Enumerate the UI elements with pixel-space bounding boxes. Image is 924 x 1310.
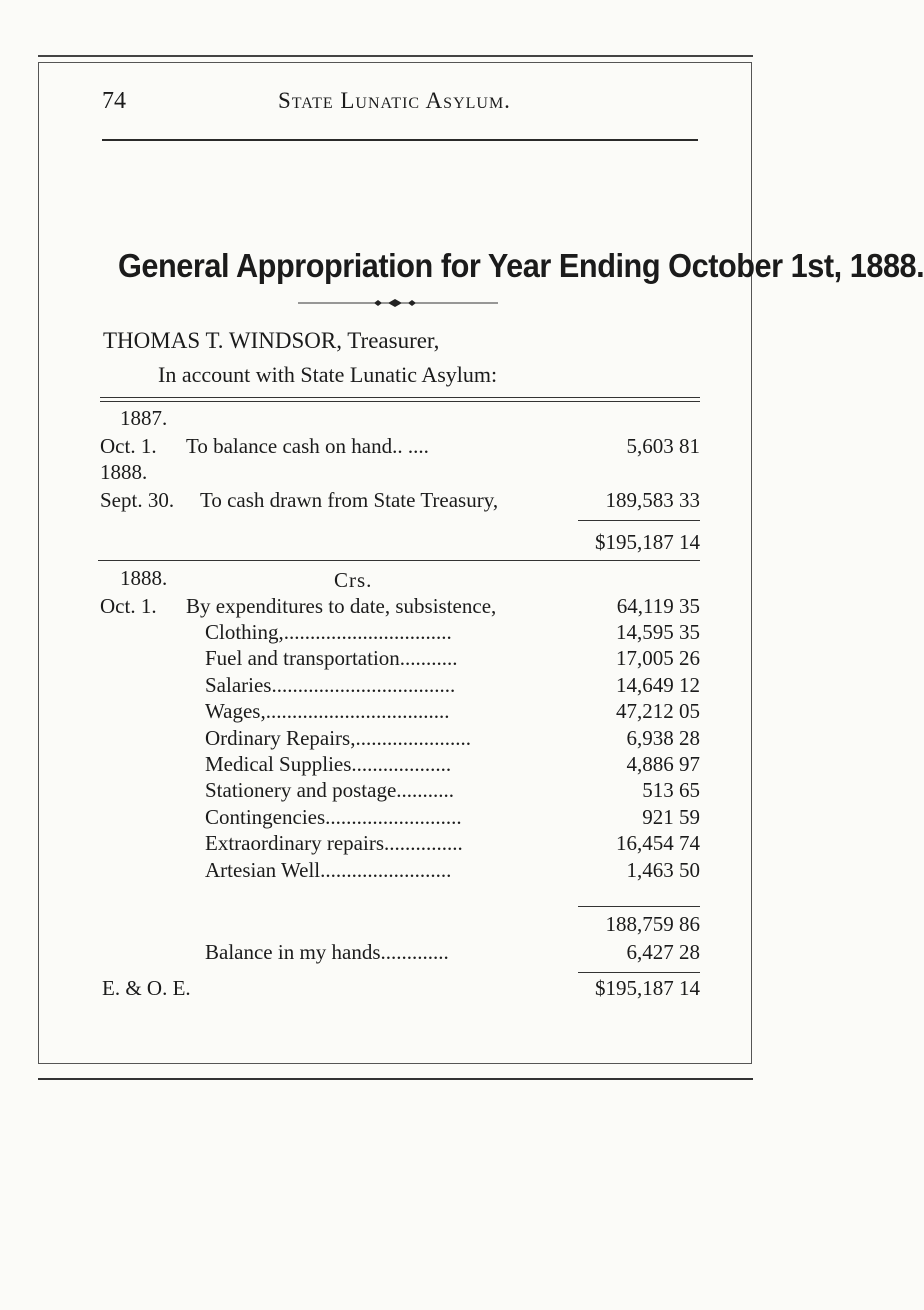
list-item	[205, 725, 700, 751]
page-number: 74	[102, 88, 126, 114]
entry-date: Sept. 30.	[100, 488, 175, 512]
list-item	[205, 751, 700, 777]
list-item	[205, 857, 700, 883]
item-amount: 17,005 26	[616, 646, 700, 671]
item-amount: 4,886 97	[626, 751, 700, 776]
ornament-divider	[298, 298, 498, 308]
entry-description: To balance cash on hand.. ....	[186, 434, 429, 458]
balance-amount: 6,427 28	[626, 940, 700, 964]
list-item	[205, 645, 700, 671]
sum-rule	[578, 520, 700, 521]
sum-rule	[578, 972, 700, 973]
entry-date: Oct. 1.	[100, 594, 157, 618]
header-rule	[102, 139, 698, 141]
page-title: General Appropriation for Year Ending October 1st, 1888.	[118, 247, 924, 284]
item-label: Wages,...................................	[205, 699, 450, 724]
credits-heading: Crs.	[334, 568, 373, 592]
item-label: Contingencies..........................	[205, 804, 462, 829]
list-item	[205, 830, 700, 856]
subtotal: 188,759 86	[605, 912, 700, 936]
year-label: 1887.	[120, 406, 168, 430]
section-divider	[98, 560, 700, 561]
treasurer-line: THOMAS T. WINDSOR, Treasurer,	[103, 328, 440, 353]
item-amount: 14,649 12	[616, 672, 700, 697]
expenditure-list	[205, 619, 700, 883]
list-item	[205, 804, 700, 830]
year-label: 1888.	[100, 460, 148, 484]
item-amount: 14,595 35	[616, 620, 700, 644]
list-item	[205, 777, 700, 803]
list-item	[205, 619, 700, 645]
running-title: State Lunatic Asylum.	[278, 88, 511, 113]
page-bottom-border	[38, 1078, 753, 1080]
entry-description: To cash drawn from State Treasury,	[200, 488, 499, 512]
errors-note: E. & O. E.	[102, 976, 191, 1000]
account-line: In account with State Lunatic Asylum:	[158, 362, 498, 387]
list-item	[205, 672, 700, 698]
item-amount: 6,938 28	[626, 725, 700, 750]
item-label: Fuel and transportation...........	[205, 646, 458, 671]
item-amount: 47,212 05	[616, 699, 700, 724]
sum-rule	[578, 906, 700, 907]
balance-label: Balance in my hands.............	[205, 940, 449, 964]
item-label: Medical Supplies...................	[205, 751, 452, 776]
credit-total: $195,187 14	[595, 976, 700, 1000]
page-top-border	[38, 55, 753, 57]
item-label: Clothing,................................	[205, 620, 452, 644]
item-label: Stationery and postage...........	[205, 778, 455, 803]
debit-row	[100, 434, 700, 464]
list-item	[205, 698, 700, 724]
item-label: Ordinary Repairs,......................	[205, 725, 471, 750]
item-label: Artesian Well.........................	[205, 857, 452, 882]
entry-date: Oct. 1.	[100, 434, 157, 458]
entry-description: By expenditures to date, subsistence,	[186, 594, 497, 618]
item-amount: 921 59	[642, 804, 700, 829]
item-amount: 513 65	[642, 778, 700, 803]
entry-amount: 189,583 33	[605, 488, 700, 512]
entry-amount: 5,603 81	[626, 434, 700, 458]
item-label: Salaries...................................	[205, 672, 456, 697]
year-label: 1888.	[120, 566, 168, 590]
entry-amount: 64,119 35	[616, 594, 700, 618]
item-amount: 16,454 74	[616, 831, 700, 856]
debit-total: $195,187 14	[595, 530, 700, 554]
item-amount: 1,463 50	[626, 857, 700, 882]
debit-row	[100, 488, 700, 518]
item-label: Extraordinary repairs...............	[205, 831, 463, 856]
section-rule	[100, 397, 700, 402]
